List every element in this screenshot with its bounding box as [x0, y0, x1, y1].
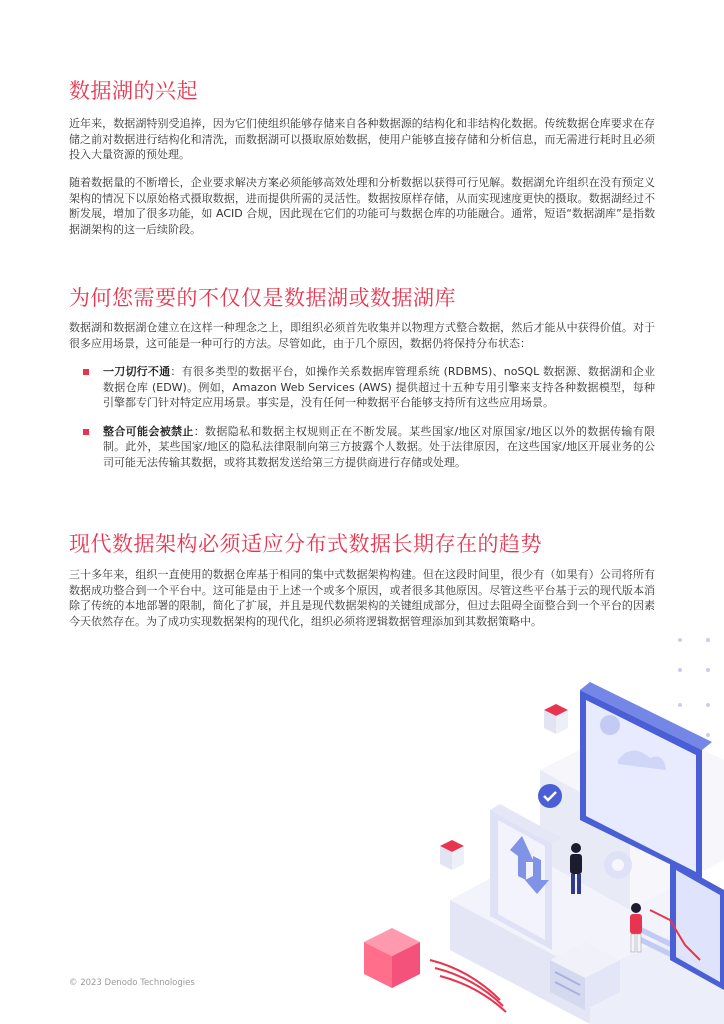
- footer-copyright: © 2023 Denodo Technologies: [69, 978, 195, 988]
- bullet-square-icon: [83, 369, 89, 375]
- paragraph: 随着数据量的不断增长，企业要求解决方案必须能够高效处理和分析数据以获得可行见解。数据湖允许组织在没有预定义架构的情况下以原始格式摄取数据，进而提供所需的灵活性。数据按原样存储，从而实现速度更快的摄取。数据湖经过不断发展，增加了很多功能，如 ACID 合规，因此现在它们的功能可与数据仓库的功能融合。通常，短语“数据湖库”是指数据湖架构的这一后续阶段。: [69, 176, 655, 236]
- data-platform-illustration: [340, 610, 724, 1024]
- section-heading-why-more-than-data-lake: 为何您需要的不仅仅是数据湖或数据湖库: [69, 286, 456, 310]
- bullet-text: ：数据隐私和数据主权规则正在不断发展。某些国家/地区对原国家/地区以外的数据传输有限制。此外，某些国家/地区的隐私法律限制向第三方披露个人数据。处于法律原因，在这些国家/地区开展业务的公司可能无法传输其数据，或将其数据发送给第三方提供商进行存储或处理。: [103, 424, 655, 469]
- paragraph: 数据湖和数据湖仓建立在这样一种理念之上，即组织必须首先收集并以物理方式整合数据，然后才能从中获得价值。对于很多应用场景，这可能是一种可行的方法。尽管如此，由于几个原因，数据仍将保持分布状态：: [69, 321, 655, 350]
- small-cube-1: [544, 704, 568, 734]
- bullet-list: [69, 364, 655, 483]
- pink-cube: [364, 928, 420, 988]
- bullet-text: ：有很多类型的数据平台，如操作关系数据库管理系统 (RDBMS)、noSQL 数据源、数据湖和企业数据仓库 (EDW)。例如，Amazon Web Services (AWS) 提供超过十五种专用引擎来支持各种数据模型，每种引擎都专门针对特定应用场景。事实是，没有任何一种数据平台能够支持所有这些应用场景。: [103, 365, 655, 409]
- paragraph: 近年来，数据湖特别受追捧，因为它们使组织能够存储来自各种数据源的结构化和非结构化数据。传统数据仓库要求在存储之前对数据进行结构化和清洗，而数据湖可以摄取原始数据，使用户能够直接存储和分析信息，而无需进行耗时且必须投入大量资源的预处理。: [69, 117, 655, 161]
- bullet-item: [69, 364, 655, 411]
- bullet-term: 一刀切行不通: [103, 365, 171, 378]
- dot-grid-decoration: [678, 638, 710, 737]
- bullet-term: 整合可能会被禁止: [103, 424, 194, 438]
- small-cube-2: [440, 840, 464, 870]
- section-heading-rise-of-data-lakes: 数据湖的兴起: [69, 79, 198, 103]
- section-heading-modern-data-architecture: 现代数据架构必须适应分布式数据长期存在的趋势: [69, 532, 542, 556]
- gear-icon: [604, 851, 632, 879]
- bullet-square-icon: [83, 429, 89, 435]
- bullet-item: [69, 424, 655, 471]
- paragraph: 三十多年来，组织一直使用的数据仓库基于相同的集中式数据架构构建。但在这段时间里，很少有（如果有）公司将所有数据成功整合到一个平台中。这可能是由于上述一个或多个原因，或者很多其他原因。尽管这些平台基于云的现代版本消除了传统的本地部署的限制，简化了扩展，并且是现代数据架构的关键组成部分，但过去阻碍全面整合到一个平台的因素今天依然存在。为了成功实现数据架构的现代化，组织必须将逻辑数据管理添加到其数据策略中。: [69, 568, 655, 628]
